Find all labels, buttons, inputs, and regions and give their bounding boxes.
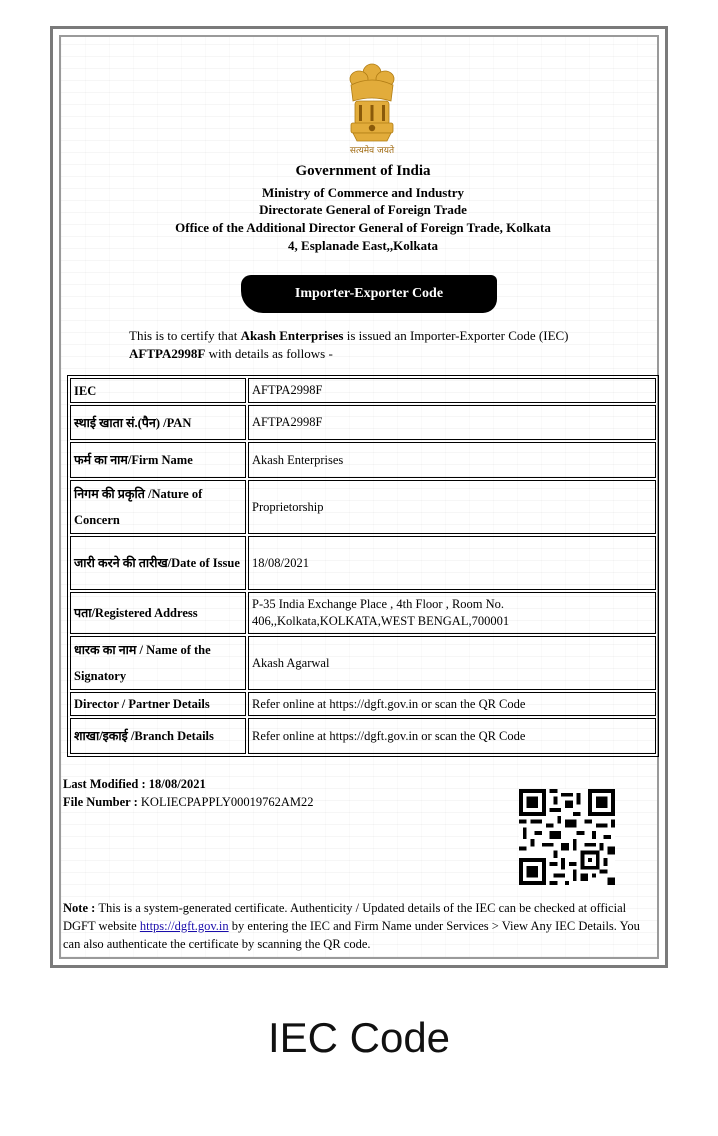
firm-name-bold: Akash Enterprises	[240, 328, 344, 343]
row-label: Director / Partner Details	[70, 692, 246, 716]
details-table	[67, 375, 659, 757]
table-row	[70, 378, 656, 403]
row-value: Proprietorship	[248, 480, 656, 534]
certificate-inner-border	[59, 35, 659, 959]
row-value: AFTPA2998F	[248, 378, 656, 403]
row-value: Refer online at https://dgft.gov.in or scan the QR Code	[248, 718, 656, 754]
ministry-title: Ministry of Commerce and Industry	[262, 185, 464, 200]
row-value: Refer online at https://dgft.gov.in or scan the QR Code	[248, 692, 656, 716]
iec-bold: AFTPA2998F	[129, 346, 206, 361]
row-label: स्थाई खाता सं.(पैन) /PAN	[70, 405, 246, 440]
row-label: पता/Registered Address	[70, 592, 246, 634]
certification-statement: This is to certify that Akash Enterprises is issued an Importer-Exporter Code (IEC) AFTPA2998F with details as follows -	[129, 328, 569, 361]
row-value: Akash Agarwal	[248, 636, 656, 690]
emblem-motto: सत्यमेव जयते	[349, 146, 395, 155]
table-row	[70, 480, 656, 534]
row-label: शाखा/इकाई /Branch Details	[70, 718, 246, 754]
table-row	[70, 636, 656, 690]
office-address: 4, Esplanade East,,Kolkata	[288, 238, 438, 253]
table-row	[70, 692, 656, 716]
last-modified: Last Modified : 18/08/2021	[63, 777, 206, 791]
emblem-icon	[341, 61, 403, 155]
table-row	[70, 536, 656, 590]
certificate	[50, 26, 668, 968]
office-title: Office of the Additional Director General of Foreign Trade, Kolkata	[175, 220, 551, 235]
table-row	[70, 442, 656, 478]
certificate-type-badge: Importer-Exporter Code	[241, 275, 497, 313]
qr-code-icon[interactable]	[519, 789, 615, 885]
image-caption: IEC Code	[267, 1014, 451, 1061]
row-label: धारक का नाम / Name of the Signatory	[70, 636, 246, 690]
row-value: Akash Enterprises	[248, 442, 656, 478]
certificate-note: Note : This is a system-generated certificate. Authenticity / Updated details of the IEC can be checked at official DGFT website https://dgft.gov.in by entering the IEC and Firm Name under Services > View Any IEC Details. You can also authenticate the certificate by scanning the QR code.	[63, 901, 640, 951]
row-label: फर्म का नाम/Firm Name	[70, 442, 246, 478]
table-row	[70, 592, 656, 634]
table-row	[70, 718, 656, 754]
row-value: 18/08/2021	[248, 536, 656, 590]
row-value: P-35 India Exchange Place , 4th Floor , Room No. 406,,Kolkata,KOLKATA,WEST BENGAL,700001	[248, 592, 656, 634]
directorate-title: Directorate General of Foreign Trade	[259, 202, 467, 217]
row-label: IEC	[70, 378, 246, 403]
table-row	[70, 405, 656, 440]
file-number: File Number : KOLIECPAPPLY00019762AM22	[63, 795, 314, 809]
row-value: AFTPA2998F	[248, 405, 656, 440]
row-label: जारी करने की तारीख/Date of Issue	[70, 536, 246, 590]
government-title: Government of India	[295, 163, 431, 179]
row-label: निगम की प्रकृति /Nature of Concern	[70, 480, 246, 534]
dgft-website-link[interactable]: https://dgft.gov.in	[139, 919, 229, 933]
